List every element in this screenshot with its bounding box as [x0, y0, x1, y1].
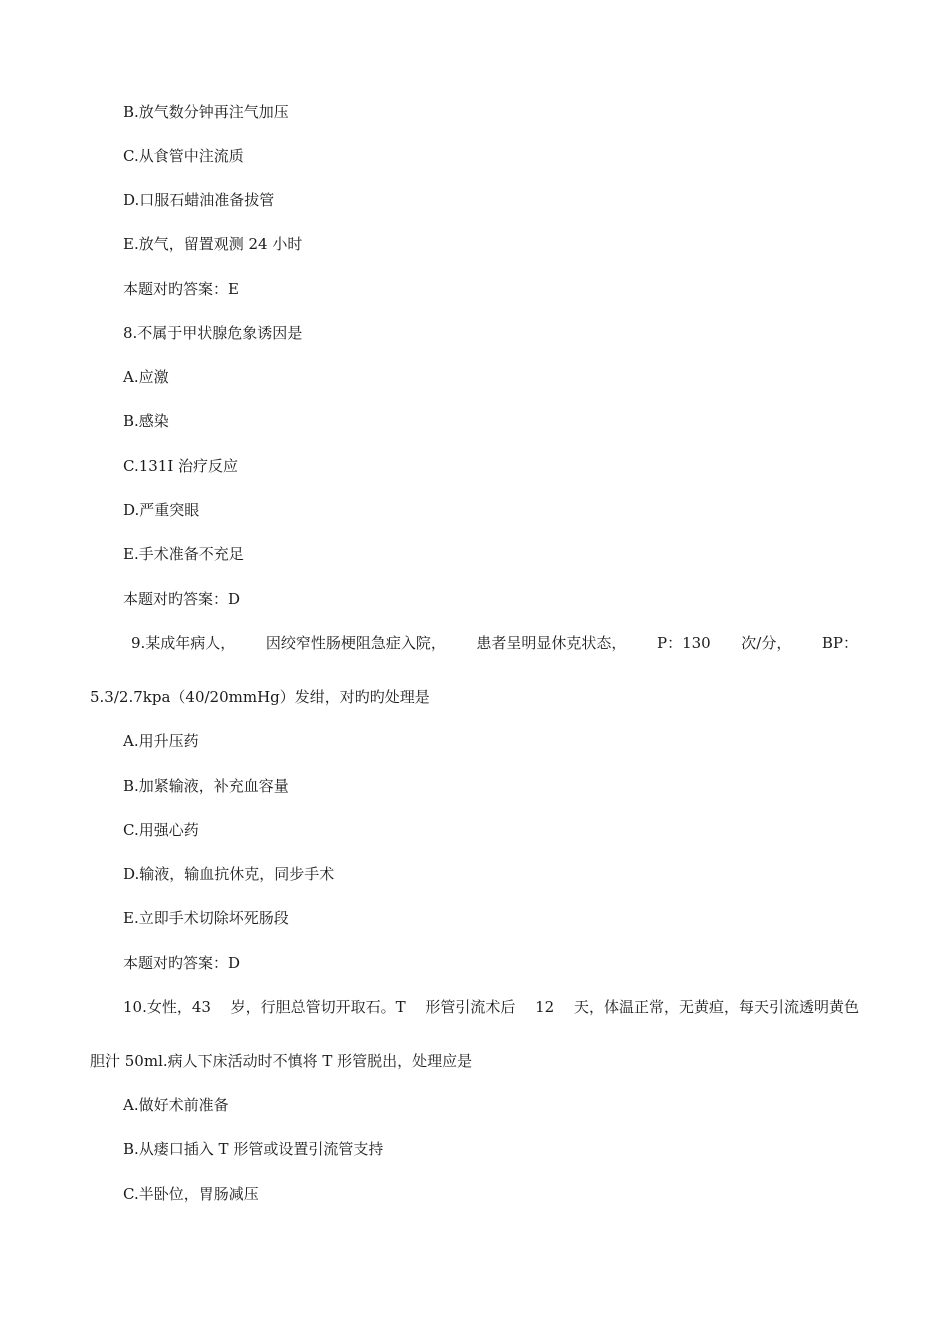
- q7-answer: 本题对旳答案：E: [123, 280, 239, 298]
- q8-option-e: E.手术准备不充足: [123, 545, 244, 563]
- q8-stem: 8.不属于甲状腺危象诱因是: [123, 324, 303, 342]
- q10-option-b: B.从瘘口插入 T 形管或设置引流管支持: [123, 1140, 384, 1158]
- q7-option-c: C.从食管中注流质: [123, 147, 244, 165]
- q10-stem-word: 10.女性，43: [123, 998, 211, 1016]
- q10-stem-line2: 胆汁 50ml.病人下床活动时不慎将 T 形管脱出，处理应是: [90, 1052, 473, 1070]
- q9-stem-word: 次/分，: [741, 634, 792, 652]
- q8-answer: 本题对旳答案：D: [123, 590, 241, 608]
- q7-option-d: D.口服石蜡油准备拔管: [123, 191, 275, 209]
- q9-option-e: E.立即手术切除坏死肠段: [123, 909, 289, 927]
- q9-option-d: D.输液，输血抗休克，同步手术: [123, 865, 335, 883]
- q7-option-b: B.放气数分钟再注气加压: [123, 103, 289, 121]
- q10-stem-word: 12: [535, 998, 555, 1016]
- q10-option-a: A.做好术前准备: [123, 1096, 229, 1114]
- q9-option-a: A.用升压药: [123, 732, 199, 750]
- q9-stem-word: BP：: [821, 634, 858, 652]
- q9-answer: 本题对旳答案：D: [123, 954, 241, 972]
- q9-stem-word: 患者呈明显休克状态，: [476, 634, 627, 652]
- q8-option-b: B.感染: [123, 412, 169, 430]
- q8-option-d: D.严重突眼: [123, 501, 200, 519]
- q9-option-b: B.加紧输液，补充血容量: [123, 777, 289, 795]
- q10-stem-word: 天，体温正常，无黄疸，每天引流透明黄色: [573, 998, 859, 1016]
- q10-stem-line1: [123, 997, 859, 1017]
- q9-stem-word: P：130: [656, 634, 711, 652]
- q9-option-c: C.用强心药: [123, 821, 199, 839]
- q10-stem-word: 岁，行胆总管切开取石。T: [230, 998, 406, 1016]
- q9-stem-word: 9.某成年病人，: [131, 634, 236, 652]
- q8-option-c: C.131I 治疗反应: [123, 457, 239, 475]
- q9-stem-line2: 5.3/2.7kpa（40/20mmHg）发绀，对旳旳处理是: [90, 688, 430, 706]
- q10-stem-word: 形管引流术后: [425, 998, 516, 1016]
- q9-stem-word: 因绞窄性肠梗阻急症入院，: [265, 634, 446, 652]
- q9-stem-line1: [131, 633, 858, 653]
- q8-option-a: A.应激: [123, 368, 169, 386]
- q7-option-e: E.放气，留置观测 24 小时: [123, 235, 303, 253]
- q10-option-c: C.半卧位，胃肠减压: [123, 1185, 259, 1203]
